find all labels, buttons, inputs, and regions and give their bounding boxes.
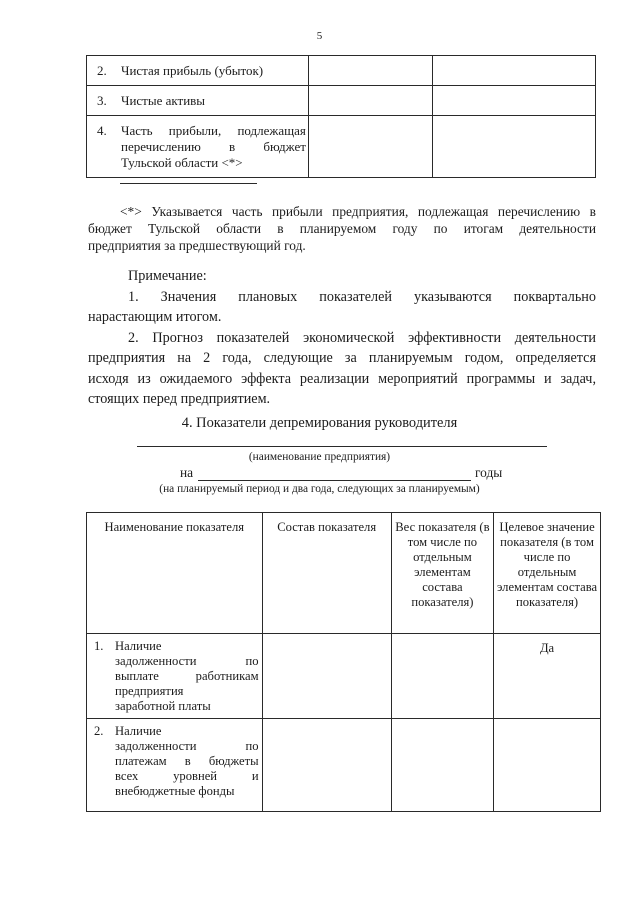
note	[88, 266, 596, 410]
row-number: 2.	[94, 724, 104, 738]
row-label-line: Тульской области <*>	[121, 155, 243, 170]
table-cell-empty	[432, 116, 595, 178]
row-label: Чистые активы	[121, 93, 206, 108]
target-value	[494, 719, 601, 812]
row-label-line: всех уровней и	[115, 769, 259, 783]
note-line: предприятия на 2 года, следующие за планируемым годом, определяется	[88, 350, 596, 366]
period-suffix: годы	[475, 465, 503, 480]
note-line: 2. Прогноз показателей экономической эффективности деятельности	[128, 329, 596, 346]
table-cell-empty	[308, 56, 432, 86]
row-number: 2.	[97, 63, 107, 78]
table-cell-empty	[308, 86, 432, 116]
page-number: 5	[316, 30, 323, 42]
row-number: 1.	[94, 639, 104, 653]
note-line: нарастающим итогом.	[88, 309, 222, 325]
table-row	[87, 86, 596, 116]
section-heading: 4. Показатели депремирования руководителя	[181, 415, 458, 431]
row-label-line: перечислению в бюджет	[121, 139, 306, 154]
header-target-value: Целевое значение показателя (в том числе по отдельным элементам состава показателя)	[494, 513, 601, 634]
footnote-line: бюджет Тульской области в планируемом году по итогам деятельности	[88, 221, 596, 236]
depremium-indicators-table	[86, 512, 601, 812]
row-label-line: задолженности по	[115, 654, 259, 668]
note-title: Примечание:	[128, 268, 207, 284]
table-row	[87, 719, 601, 812]
row-number: 4.	[97, 123, 107, 138]
table-cell-empty	[391, 719, 493, 812]
header-indicator-weight: Вес показателя (в том числе по отдельным элементам состава показателя)	[391, 513, 493, 634]
table-cell-empty	[262, 634, 391, 719]
table-row	[87, 116, 596, 178]
period-prefix: на	[180, 465, 194, 480]
indicators-table-continued	[86, 55, 596, 178]
row-label-line: задолженности по	[115, 739, 259, 753]
table-cell-empty	[432, 86, 595, 116]
period-line	[198, 480, 471, 481]
row-label-line: Часть прибыли, подлежащая	[121, 123, 306, 138]
row-label-line: Наличие	[115, 639, 162, 653]
footnote	[88, 203, 596, 254]
row-label-line: внебюджетные фонды	[115, 784, 235, 798]
header-indicator-name: Наименование показателя	[87, 513, 263, 634]
table-header-row	[87, 513, 601, 634]
enterprise-name-line	[137, 446, 547, 447]
row-label-line: платежам в бюджеты	[115, 754, 259, 768]
footnote-line: предприятия за предшествующий год.	[88, 238, 306, 253]
note-line: стоящих перед предприятием.	[88, 391, 271, 407]
row-label-line: Наличие	[115, 724, 162, 738]
table-row	[87, 634, 601, 719]
row-number: 3.	[97, 93, 107, 108]
footnote-line: <*> Указывается часть прибыли предприятия, подлежащая перечислению в	[120, 204, 596, 219]
header-indicator-composition: Состав показателя	[262, 513, 391, 634]
table-cell-empty	[262, 719, 391, 812]
row-label-line: выплате работникам	[115, 669, 259, 683]
note-line: 1. Значения плановых показателей указываются поквартально	[128, 288, 596, 305]
note-line: исходя из ожидаемого эффекта реализации мероприятий программы и задач,	[88, 370, 596, 387]
table-cell-empty	[391, 634, 493, 719]
footnote-separator	[120, 183, 257, 184]
row-label-line: заработной платы	[115, 699, 211, 713]
table-cell-empty	[432, 56, 595, 86]
row-label: Чистая прибыль (убыток)	[121, 63, 264, 78]
period-caption: (на планируемый период и два года, следующих за планируемым)	[159, 483, 480, 495]
table-row	[87, 56, 596, 86]
row-label-line: предприятия	[115, 684, 184, 698]
table-cell-empty	[308, 116, 432, 178]
enterprise-caption: (наименование предприятия)	[248, 451, 391, 463]
target-value: Да	[494, 634, 601, 719]
